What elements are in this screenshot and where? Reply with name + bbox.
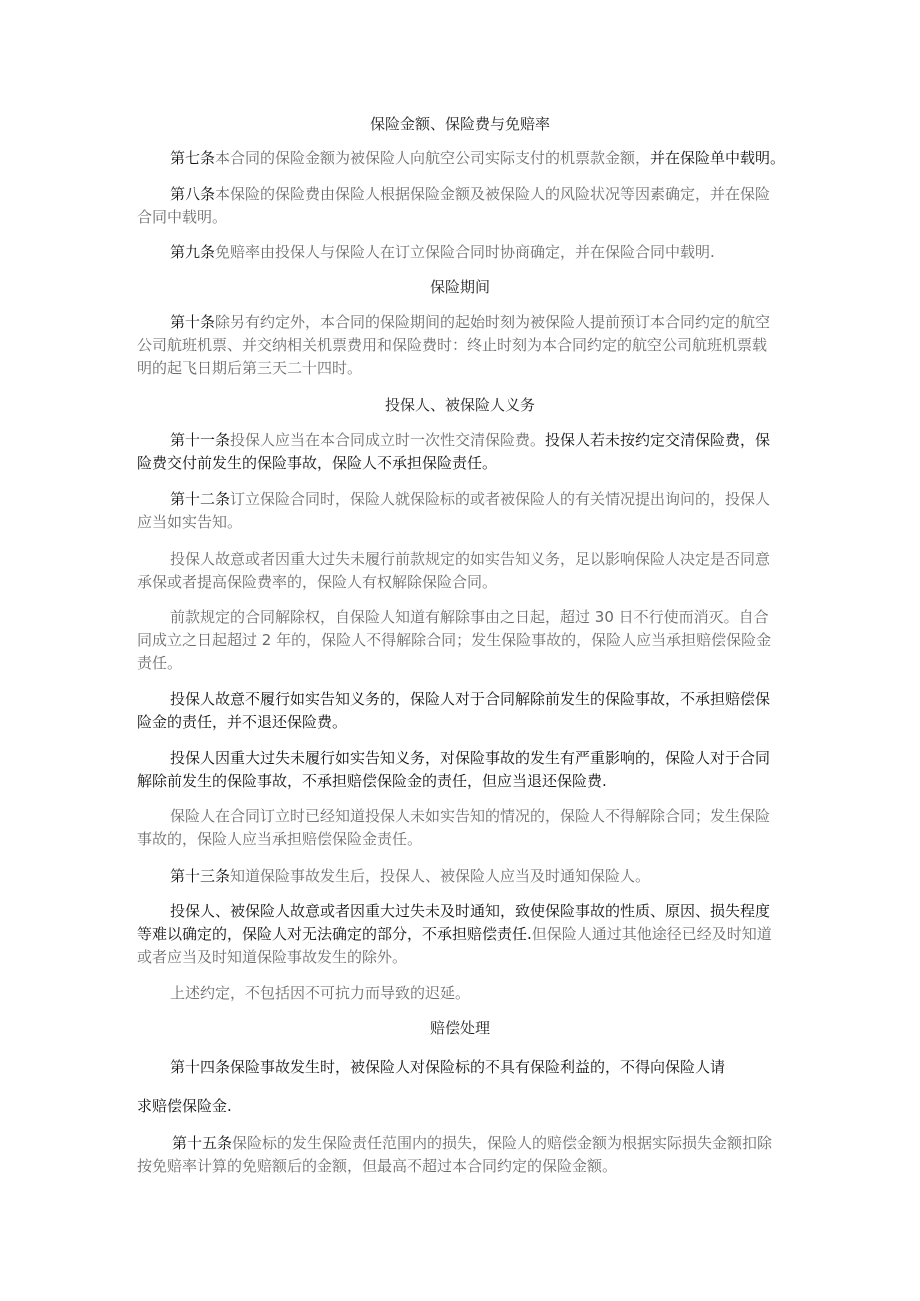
paragraph-line: 责任。	[137, 654, 183, 672]
article-13	[170, 866, 650, 886]
article-label: 第八条	[170, 185, 216, 203]
article-text: 知道保险事故发生后，投保人、被保险人应当及时通知保险人。	[230, 867, 651, 885]
article-text: 除另有约定外，本合同的保险期间的起始时刻为被保险人提前预订本合同约定的航空	[215, 313, 771, 331]
article-10-line-2: 公司航班机票、并交纳相关机票费用和保险费时：终止时刻为本合同约定的航空公司航班机票载	[137, 336, 768, 354]
article-11-line-2: 险费交付前发生的保险事故，保险人不承担保险责任。	[137, 454, 498, 472]
paragraph-line: 或者应当及时知道保险事故发生的除外。	[137, 948, 408, 966]
paragraph-line	[137, 924, 772, 944]
section-heading: 投保人、被保险人义务	[384, 396, 535, 414]
article-text: 本合同的保险金额为被保险人向航空公司实际支付的机票款金额，	[215, 149, 651, 167]
article-12	[170, 489, 770, 509]
section-heading: 赔偿处理	[429, 1019, 490, 1037]
paragraph-line: 投保人、被保险人故意或者因重大过失未及时通知，致使保险事故的性质、原因、损失程度	[170, 902, 771, 920]
article-10-line-3: 明的起飞日期后第三天二十四时。	[137, 359, 363, 377]
section-heading: 保险期间	[429, 278, 490, 296]
article-text: 订立保险合同时，保险人就保险标的或者被保险人的有关情况提出询问的，投保人	[230, 490, 771, 508]
paragraph-text-emphasis: 等难以确定的，保险人对无法确定的部分，不承担赔偿责任.	[137, 925, 532, 943]
article-label: 第九条	[170, 243, 216, 261]
article-9	[170, 242, 715, 262]
paragraph-line: 保险人在合同订立时已经知道投保人未如实告知的情况的，保险人不得解除合同；发生保险	[170, 807, 771, 825]
article-label: 第十五条	[172, 1134, 233, 1152]
paragraph-line: 投保人因重大过失未履行如实告知义务，对保险事故的发生有严重影响的，保险人对于合同	[170, 749, 771, 767]
article-15	[172, 1133, 772, 1153]
paragraph-line: 解除前发生的保险事故，不承担赔偿保险金的责任，但应当退还保险费.	[137, 772, 607, 790]
article-text-emphasis: 投保人若未按约定交清保险费，保	[545, 431, 771, 449]
paragraph-line: 上述约定，不包括因不可抗力而导致的迟延。	[170, 984, 471, 1002]
paragraph-line: 承保或者提高保险费率的，保险人有权解除保险合同。	[137, 573, 498, 591]
paragraph-line: 前款规定的合同解除权，自保险人知道有解除事由之日起，超过 30 日不行使而消灭。自合	[170, 608, 769, 626]
article-15-line-2: 按免赔率计算的免赔额后的金额，但最高不超过本合同约定的保险金额。	[137, 1157, 618, 1175]
article-12-line-2: 应当如实告知。	[137, 513, 243, 531]
section-heading: 保险金额、保险费与免赔率	[369, 115, 550, 133]
article-14-line-2: 求赔偿保险金.	[137, 1097, 232, 1115]
paragraph-text: 但保险人通过其他途径已经及时知道	[531, 925, 772, 943]
article-text: 保险标的发生保险责任范围内的损失，保险人的赔偿金额为根据实际损失金额扣除	[232, 1134, 773, 1152]
article-label: 第十二条	[170, 490, 231, 508]
article-text: 免赔率由投保人与保险人在订立保险合同时协商确定，并在保险合同中载明.	[215, 243, 715, 261]
article-8	[170, 184, 770, 204]
article-label: 第十三条	[170, 867, 231, 885]
paragraph-line: 险金的责任，并不退还保险费。	[137, 713, 348, 731]
article-label: 第十条	[170, 313, 216, 331]
article-text: 投保人应当在本合同成立时一次性交清保险费。	[230, 431, 546, 449]
paragraph-line: 投保人故意不履行如实告知义务的，保险人对于合同解除前发生的保险事故，不承担赔偿保	[170, 690, 771, 708]
article-11	[170, 430, 770, 450]
article-text: 本保险的保险费由保险人根据保险金额及被保险人的风险状况等因素确定，并在保险	[215, 185, 771, 203]
paragraph-line: 同成立之日起超过 2 年的，保险人不得解除合同；发生保险事故的，保险人应当承担赔偿保险金	[137, 631, 772, 649]
article-10	[170, 312, 770, 332]
paragraph-line: 事故的，保险人应当承担赔偿保险金责任。	[137, 830, 423, 848]
article-label: 第十一条	[170, 431, 231, 449]
article-label: 第七条	[170, 149, 216, 167]
article-8-line-2: 合同中载明。	[137, 208, 228, 226]
paragraph-line: 投保人故意或者因重大过失未履行前款规定的如实告知义务，足以影响保险人决定是否同意	[170, 550, 771, 568]
article-text-emphasis: 并在保险单中载明。	[650, 149, 786, 167]
article-14: 第十四条保险事故发生时，被保险人对保险标的不具有保险利益的，不得向保险人请	[170, 1058, 726, 1076]
article-7	[170, 148, 785, 168]
